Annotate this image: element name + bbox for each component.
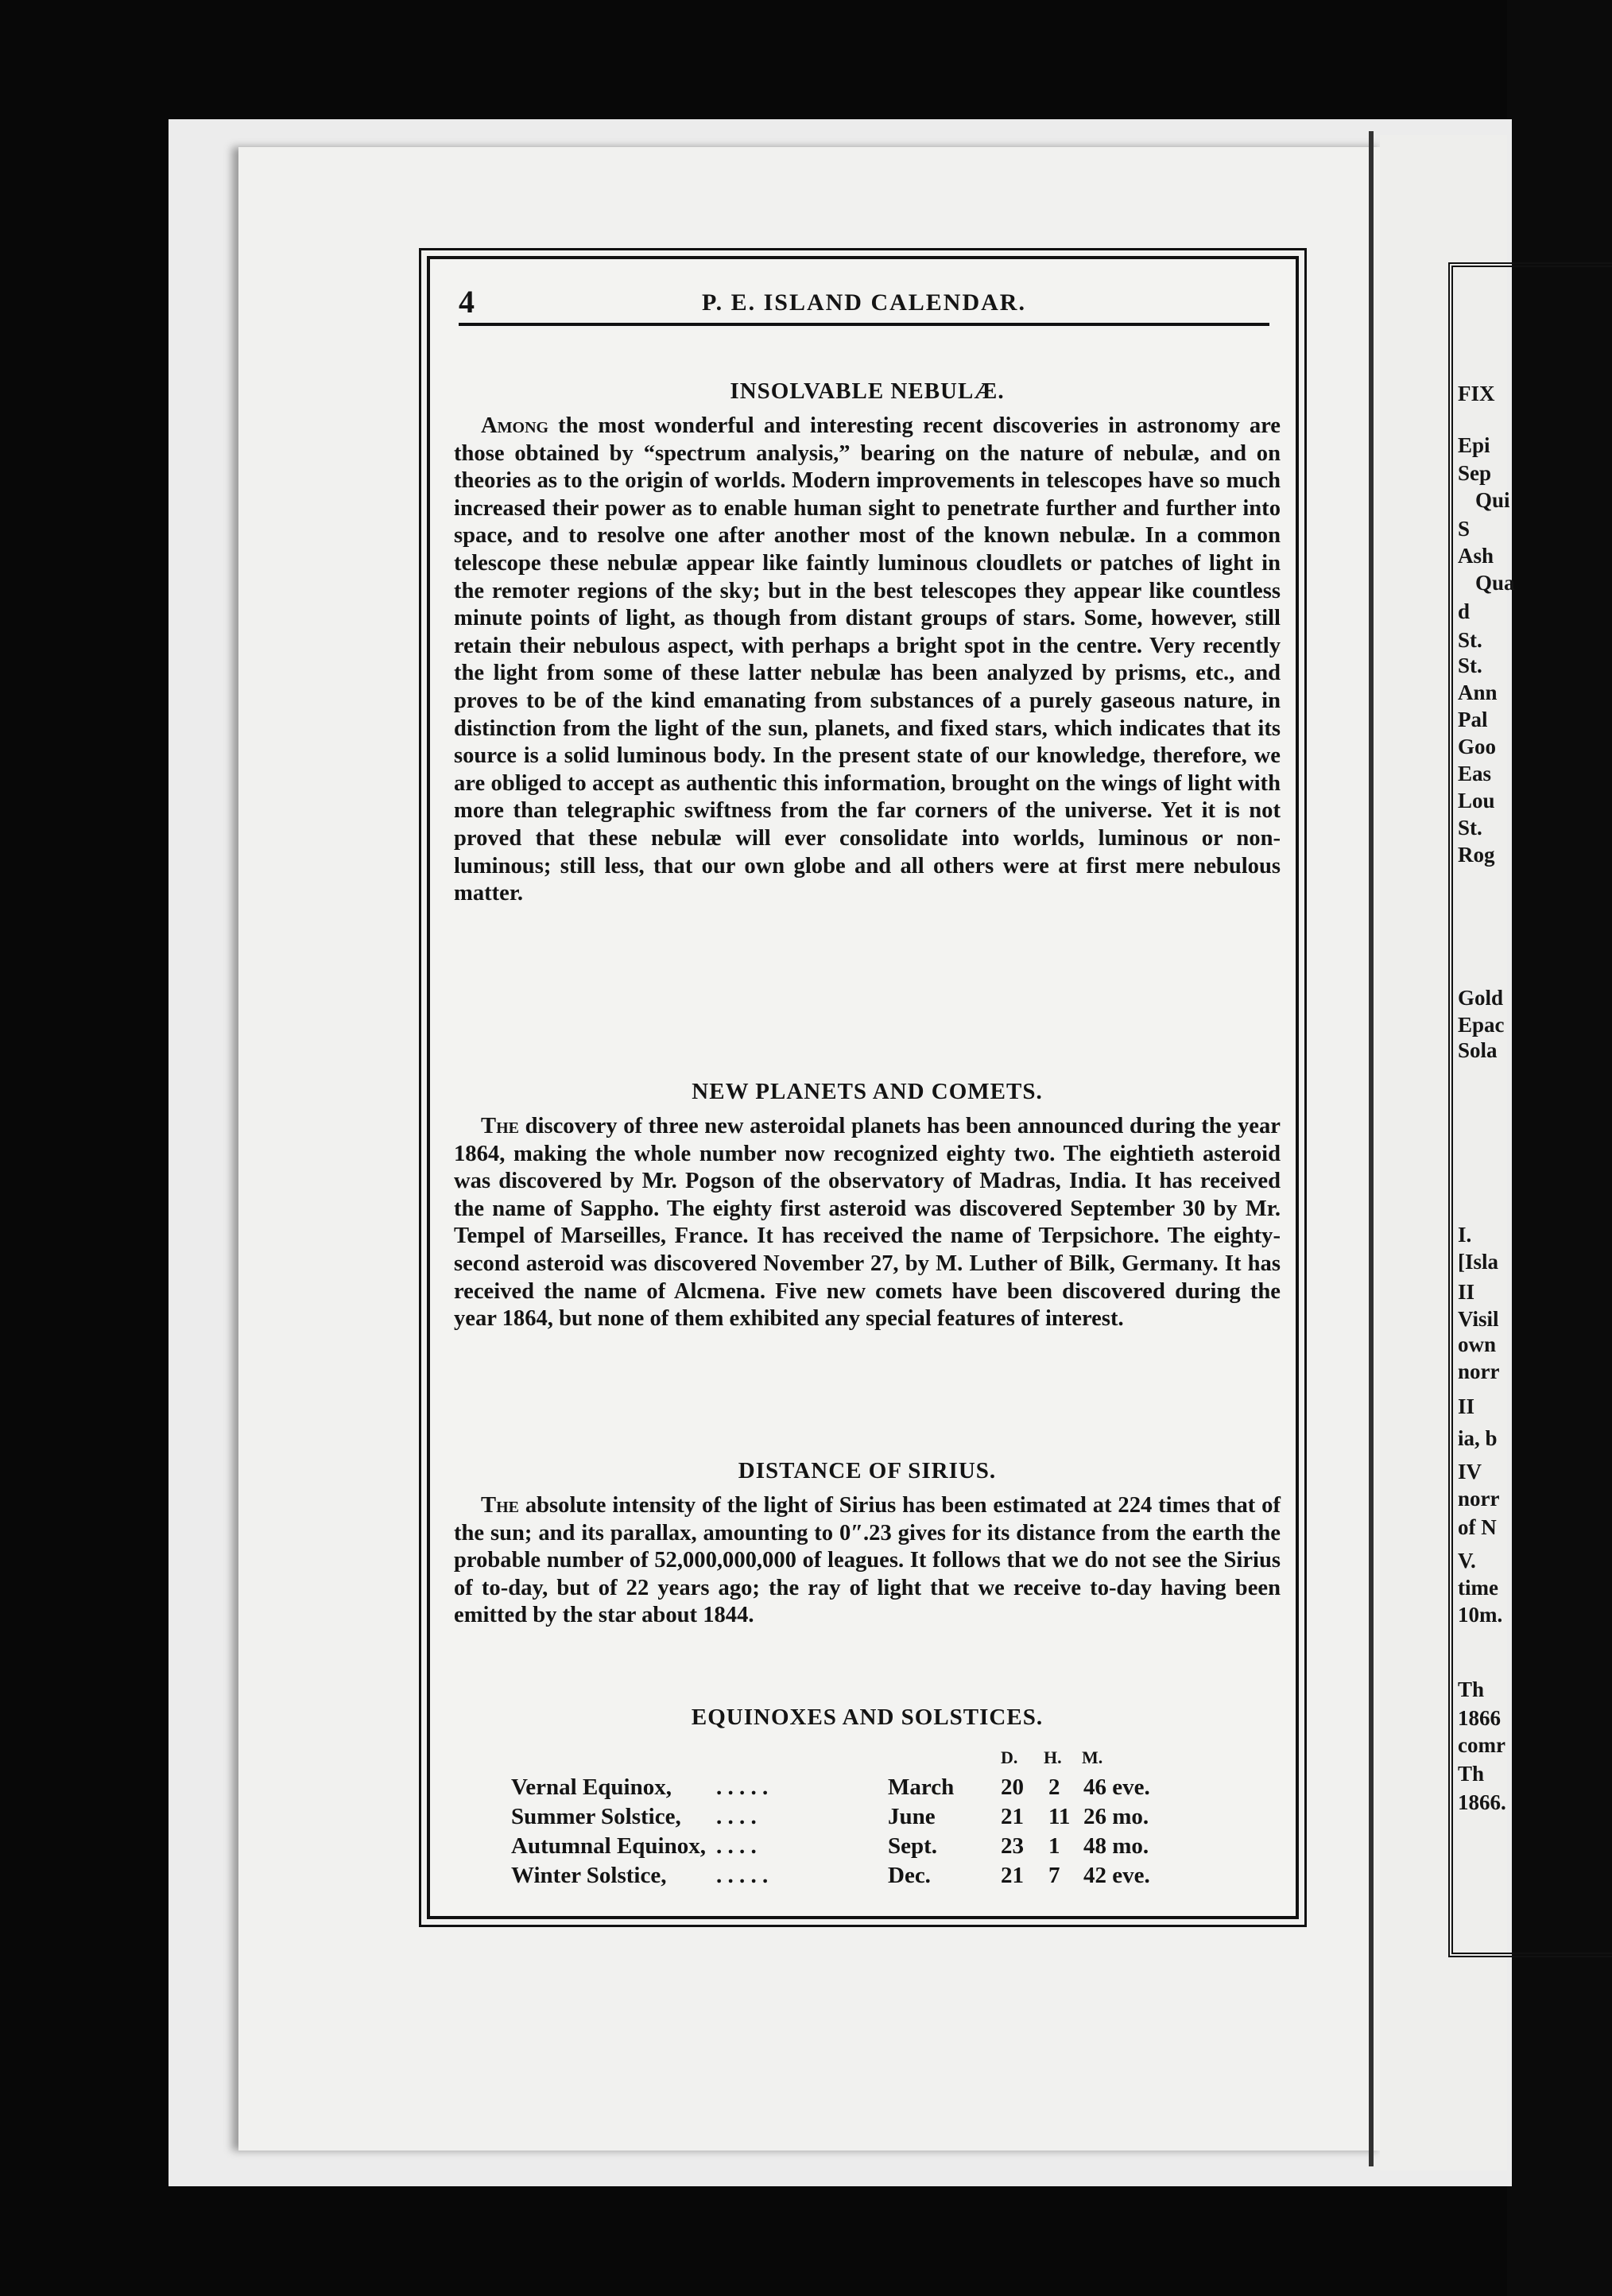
facing-text-fragment: Ann: [1458, 681, 1498, 704]
facing-text-fragment: Pal: [1458, 708, 1488, 731]
facing-text-fragment: Sola: [1458, 1038, 1498, 1062]
section-planets: [454, 1079, 1281, 1333]
event-day: 21: [1001, 1863, 1024, 1888]
facing-text-fragment: comr: [1458, 1733, 1505, 1757]
facing-page: [1380, 135, 1515, 2170]
running-head: [459, 283, 1269, 326]
facing-text-fragment: norr: [1458, 1359, 1500, 1383]
facing-text-fragment: 10m.: [1458, 1603, 1503, 1627]
table-row: [454, 1774, 1281, 1805]
facing-text-fragment: Th: [1458, 1762, 1485, 1786]
calendar-panel: [427, 256, 1299, 1919]
facing-text-fragment: 1866.: [1458, 1790, 1506, 1814]
facing-page-frame: [1448, 262, 1612, 1957]
section-title: NEW PLANETS AND COMETS.: [692, 1079, 1043, 1104]
table-row: [454, 1804, 1281, 1834]
facing-text-fragment: norr: [1458, 1487, 1500, 1511]
body-text: absolute intensity of the light of Sirius has been estimated at 224 times that of the sun; and its parallax, amounting to 0″.23 gives for its distance from the earth the probable number of 52,000,000,000 of leagues. It follows that we do not see the Sirius of to-day, but of 22 years ago; the ray of light that we receive to-day having been emitted by the star about 1844.: [454, 1493, 1281, 1628]
facing-text-fragment: FIX: [1458, 382, 1495, 405]
facing-text-fragment: Goo: [1458, 735, 1497, 758]
facing-text-fragment: Qui: [1475, 488, 1510, 512]
section-body: [454, 1492, 1281, 1630]
event-name: Autumnal Equinox,: [511, 1833, 706, 1859]
event-name: Winter Solstice,: [511, 1863, 667, 1888]
event-month: Sept.: [888, 1833, 938, 1859]
facing-text-fragment: St.: [1458, 628, 1482, 652]
facing-text-fragment: S: [1458, 517, 1471, 541]
facing-text-fragment: 1866: [1458, 1706, 1501, 1730]
leader-dots: . . . .: [716, 1804, 757, 1829]
facing-text-fragment: Qua: [1475, 571, 1515, 595]
facing-text-fragment: II: [1458, 1280, 1475, 1304]
facing-text-fragment: own: [1458, 1332, 1497, 1356]
event-minute: 42 eve.: [1083, 1863, 1150, 1888]
event-day: 23: [1001, 1833, 1024, 1859]
event-minute: 26 mo.: [1083, 1804, 1149, 1829]
facing-text-fragment: Eas: [1458, 762, 1492, 785]
section-body: [454, 413, 1281, 908]
book-gutter: [1369, 131, 1374, 2166]
col-minutes: M.: [1082, 1747, 1103, 1767]
leader-dots: . . . .: [716, 1833, 757, 1859]
facing-text-fragment: Ash: [1458, 544, 1494, 568]
facing-text-fragment: IV: [1458, 1460, 1482, 1483]
body-text: discovery of three new asteroidal planets has been announced during the year 1864, making the whole number now recognized eighty two. The eightieth asteroid was discovered by Mr. Pogson of the observatory of Madras, India. It has received the name of Sappho. The eighty first asteroid was discovered September 30 by Mr. Tempel of Marseilles, France. It has received the name of Terpsichore. The eighty-second asteroid was discovered November 27, by M. Luther of Bilk, Germany. It has received the name of Alcmena. Five new comets have been discovered during the year 1864, but none of them exhibited any special features of interest.: [454, 1114, 1281, 1332]
facing-text-fragment: time: [1458, 1576, 1498, 1600]
facing-text-fragment: V.: [1458, 1549, 1476, 1573]
event-day: 20: [1001, 1774, 1024, 1800]
leader-dots: . . . . .: [716, 1863, 769, 1888]
event-name: Vernal Equinox,: [511, 1774, 672, 1800]
event-month: March: [888, 1774, 955, 1800]
lead-word: The: [481, 1114, 519, 1138]
event-day: 21: [1001, 1804, 1024, 1829]
event-hour: 1: [1048, 1833, 1060, 1859]
facing-text-fragment: I.: [1458, 1223, 1472, 1247]
section-title: EQUINOXES AND SOLSTICES.: [691, 1705, 1044, 1730]
event-month: June: [888, 1804, 936, 1829]
facing-text-fragment: Lou: [1458, 789, 1495, 813]
event-name: Summer Solstice,: [511, 1804, 681, 1829]
facing-text-fragment: Gold: [1458, 986, 1504, 1010]
facing-text-fragment: St.: [1458, 654, 1482, 677]
section-title: DISTANCE OF SIRIUS.: [738, 1458, 997, 1483]
event-hour: 7: [1048, 1863, 1060, 1888]
section-sirius: [454, 1458, 1281, 1630]
facing-text-fragment: Th: [1458, 1677, 1485, 1701]
facing-text-fragment: Rog: [1458, 843, 1495, 867]
table-header: [454, 1747, 1281, 1771]
lead-word: The: [481, 1493, 519, 1518]
col-hours: H.: [1044, 1747, 1062, 1767]
leader-dots: . . . . .: [716, 1774, 769, 1800]
facing-text-fragment: [Isla: [1458, 1250, 1499, 1274]
facing-text-fragment: d: [1458, 599, 1471, 623]
body-text: the most wonderful and interesting recent discoveries in astronomy are those obtained by “spectrum analysis,” bearing on the nature of nebulæ, and on theories as to the origin of worlds. Modern improvements in telescopes have so much increased their power as to enable human sight to penetrate further and further into space, and to resolve one after another most of the known nebulæ. In a common telescope these nebulæ appear like faintly luminous cloudlets or patches of light in the remoter regions of the sky; but in the best telescopes they appear like countless minute points of light, as though from distant groups of stars. Some, however, still retain their nebulous aspect, with perhaps a bright spot in the centre. Very recently the light from some of these latter nebulæ has been analyzed by prisms, etc., and proves to be of the kind emanating from substances of a purely gaseous nature, in distinction from the light of the sun, planets, and fixed stars, which indicates that its source is a solid luminous body. In the present state of our knowledge, therefore, we are obliged to accept as authentic this information, brought on the wings of light with more than telegraphic swiftness from the far corners of the universe. Yet it is not proved that these nebulæ will ever consolidate into worlds, luminous or non-luminous; still less, that our own globe and all others were at first mere nebulous matter.: [454, 413, 1281, 906]
facing-text-fragment: St.: [1458, 816, 1482, 840]
facing-text-fragment: II: [1458, 1394, 1475, 1418]
page-number: 4: [459, 284, 475, 320]
running-title: P. E. ISLAND CALENDAR.: [702, 289, 1026, 316]
event-minute: 48 mo.: [1083, 1833, 1149, 1859]
facing-text-fragment: ia, b: [1458, 1426, 1498, 1450]
table-row: [454, 1833, 1281, 1864]
section-nebulae: [454, 378, 1281, 908]
facing-text-fragment: of N: [1458, 1515, 1497, 1539]
event-hour: 11: [1048, 1804, 1071, 1829]
section-body: [454, 1113, 1281, 1333]
section-title: INSOLVABLE NEBULÆ.: [730, 378, 1005, 404]
section-equinoxes: [454, 1705, 1281, 1895]
event-minute: 46 eve.: [1083, 1774, 1150, 1800]
col-days: D.: [1001, 1747, 1018, 1767]
facing-text-fragment: Sep: [1458, 461, 1492, 485]
event-month: Dec.: [888, 1863, 931, 1888]
facing-text-fragment: Visil: [1458, 1307, 1499, 1331]
event-hour: 2: [1048, 1774, 1060, 1800]
lead-word: Among: [481, 413, 549, 438]
table-row: [454, 1863, 1281, 1893]
facing-text-fragment: Epac: [1458, 1013, 1505, 1037]
facing-text-fragment: Epi: [1458, 433, 1490, 457]
